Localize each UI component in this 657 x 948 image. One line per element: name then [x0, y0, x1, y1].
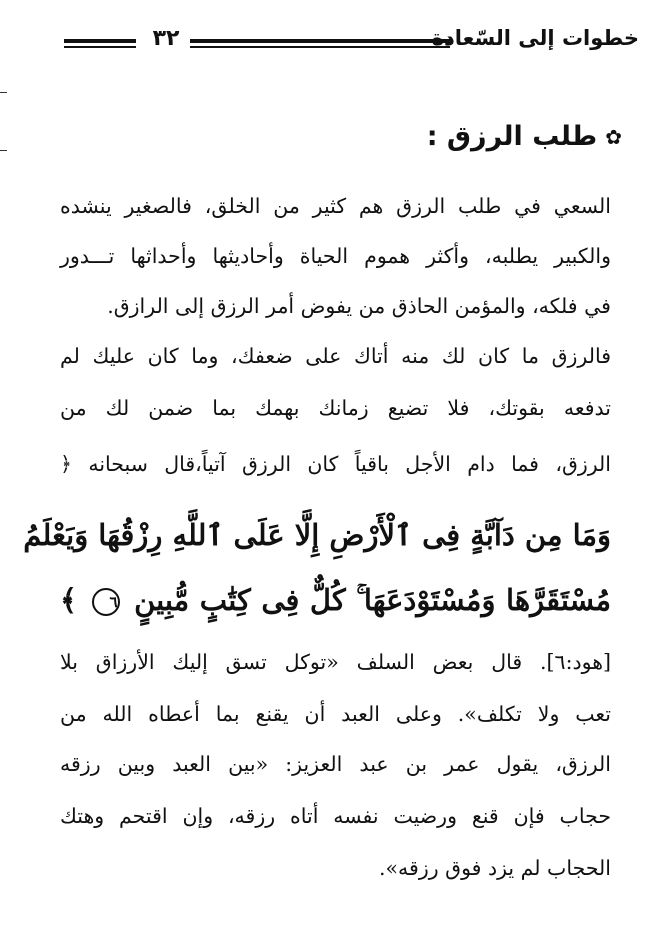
text-line: في فلكه، والمؤمن الحاذق من يفوض أمر الرزق إلى الرازق. [107, 294, 611, 318]
quran-verse-line [60, 578, 611, 622]
text-line: فالرزق ما كان لك منه أتاك على ضعفك، وما كان عليك لم [60, 344, 611, 368]
text-line: تدفعه بقوتك، فلا تضيع زمانك بهمك بما ضمن لك من [60, 396, 611, 420]
quran-verse-text: مُسْتَقَرَّهَا وَمُسْتَوْدَعَهَا ۚ كُلٌّ فِى كِتَٰبٍ مُّبِينٍ [134, 583, 611, 617]
verse-number-marker: ٦ [92, 588, 120, 616]
page-number: ٣٢ [152, 26, 180, 51]
text-line: تعب ولا تكلف». وعلى العبد أن يقنع بما أعطاه الله من [60, 702, 611, 726]
section-heading [427, 121, 622, 152]
text-line: الرزق، يقول عمر بن عبد العزيز: «بين العبد وبين رزقه [60, 752, 611, 776]
text-line: السعي في طلب الرزق هم كثير من الخلق، فالصغير ينشده [60, 194, 611, 218]
section-heading-text: طلب الرزق : [426, 121, 598, 152]
header-rule-right [190, 39, 450, 48]
quran-verse-line: وَمَا مِن دَآبَّةٍ فِى ٱلْأَرْضِ إِلَّا عَلَى ٱللَّهِ رِزْقُهَا وَيَعْلَمُ [23, 518, 611, 552]
text-line: والكبير يطلبه، وأكثر هموم الحياة وأحاديثها وأحداثها تـــدور [60, 244, 611, 268]
running-header [64, 26, 639, 58]
book-title: خطوات إلى السّعادة [431, 26, 639, 50]
text-line: الرزق، فما دام الأجل باقياً كان الرزق آتياً،قال سبحانه ﴿ [60, 452, 611, 476]
text-line: حجاب فإن قنع ورضيت نفسه أتاه رزقه، وإن اقتحم وهتك [60, 804, 611, 828]
text-line: الحجاب لم يزد فوق رزقه». [379, 856, 611, 880]
closing-bracket: ﴾ [60, 583, 77, 617]
header-rule-left [64, 39, 136, 48]
margin-mark [0, 92, 7, 93]
text-line: [هود:٦]. قال بعض السلف «توكل تسق إليك الأرزاق بلا [60, 650, 611, 674]
margin-mark [0, 150, 7, 151]
flower-ornament-icon: ✿ [605, 124, 622, 149]
